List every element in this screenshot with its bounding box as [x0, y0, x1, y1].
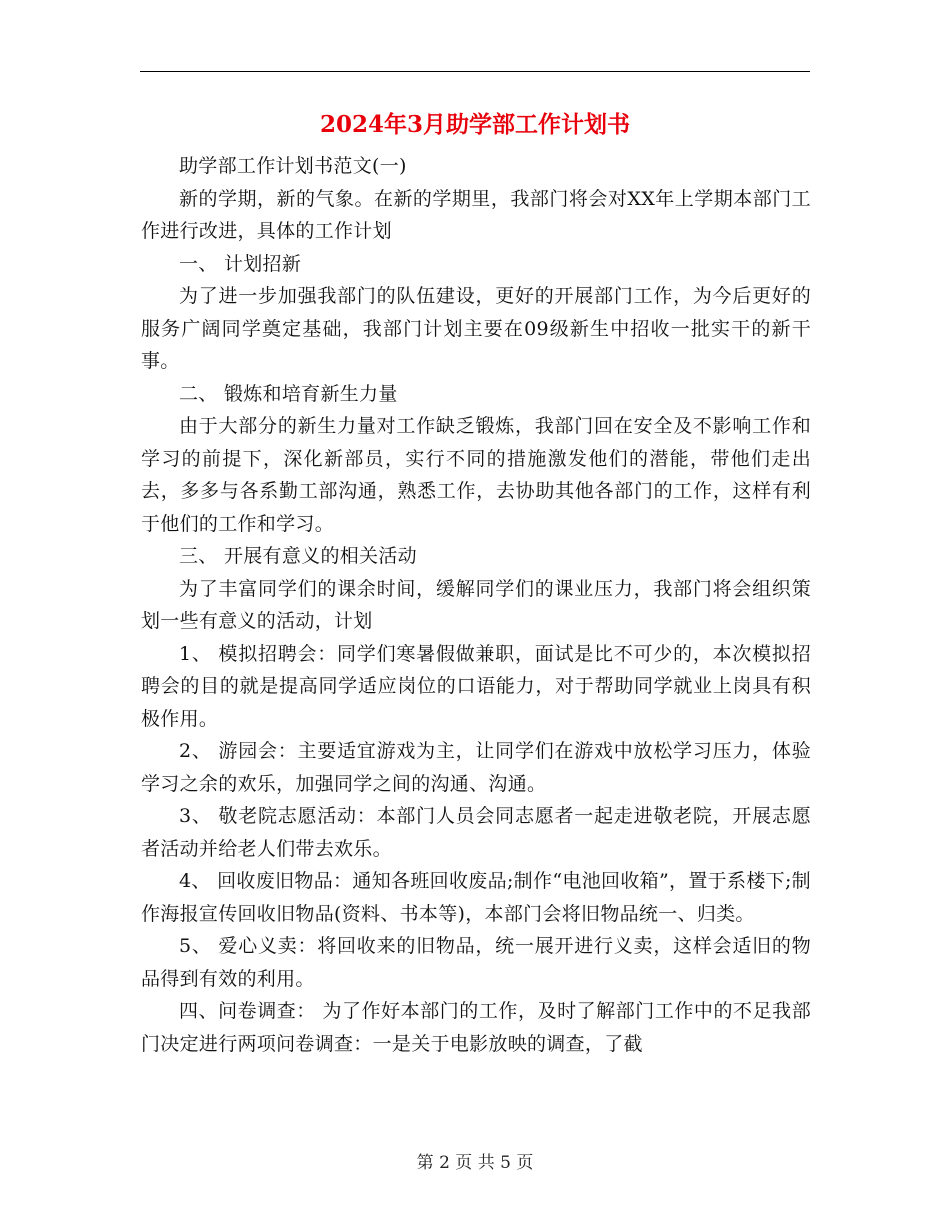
page-number: 第 2 页 共 5 页: [416, 1153, 534, 1173]
list-item-job-fair: 1、 模拟招聘会：同学们寒暑假做兼职，面试是比不可少的，本次模拟招聘会的目的就是提高同学适应岗位的口语能力，对于帮助同学就业上岗具有积极作用。: [141, 642, 811, 730]
list-item-recycling: 4、 回收废旧物品：通知各班回收废品;制作“电池回收箱”，置于系楼下;制作海报宣传回收旧物品(资料、书本等)，本部门会将旧物品统一、归类。: [141, 870, 811, 925]
paragraph-intro: 新的学期，新的气象。在新的学期里，我部门将会对XX年上学期本部门工作进行改进，具体的工作计划: [141, 187, 811, 242]
list-item-garden-party: 2、 游园会：主要适宜游戏为主，让同学们在游戏中放松学习压力，体验学习之余的欢乐，加强同学之间的沟通、沟通。: [141, 740, 811, 795]
paragraph-survey: 四、问卷调查： 为了作好本部门的工作，及时了解部门工作中的不足我部门决定进行两项问卷调查：一是关于电影放映的调查，了截: [141, 1000, 811, 1055]
document-title: 2024年3月助学部工作计划书: [319, 111, 631, 138]
paragraph-activities: 为了丰富同学们的课余时间，缓解同学们的课业压力，我部门将会组织策划一些有意义的活动，计划: [141, 577, 811, 632]
list-item-nursing-home: 3、 敬老院志愿活动：本部门人员会同志愿者一起走进敬老院，开展志愿者活动并给老人们带去欢乐。: [141, 805, 811, 860]
list-item-charity-sale: 5、 爱心义卖：将回收来的旧物品，统一展开进行义卖，这样会适旧的物品得到有效的利用。: [141, 935, 811, 990]
paragraph-training: 由于大部分的新生力量对工作缺乏锻炼，我部门回在安全及不影响工作和学习的前提下，深化新部员，实行不同的措施激发他们的潜能，带他们走出去，多多与各系勤工部沟通，熟悉工作，去协助其他各部门的工作，这样有利于他们的工作和学习。: [141, 415, 811, 535]
section-heading-training: 二、 锻炼和培育新生力量: [179, 382, 398, 405]
paragraph-intro-heading: 助学部工作计划书范文(一): [179, 155, 407, 177]
header-rule: [140, 71, 810, 72]
section-heading-activities: 三、 开展有意义的相关活动: [179, 545, 417, 567]
section-heading-recruit: 一、 计划招新: [179, 252, 302, 275]
document-body: [141, 150, 811, 1060]
paragraph-recruit: 为了进一步加强我部门的队伍建设，更好的开展部门工作，为今后更好的服务广阔同学奠定基础，我部门计划主要在09级新生中招收一批实干的新干事。: [141, 285, 811, 372]
